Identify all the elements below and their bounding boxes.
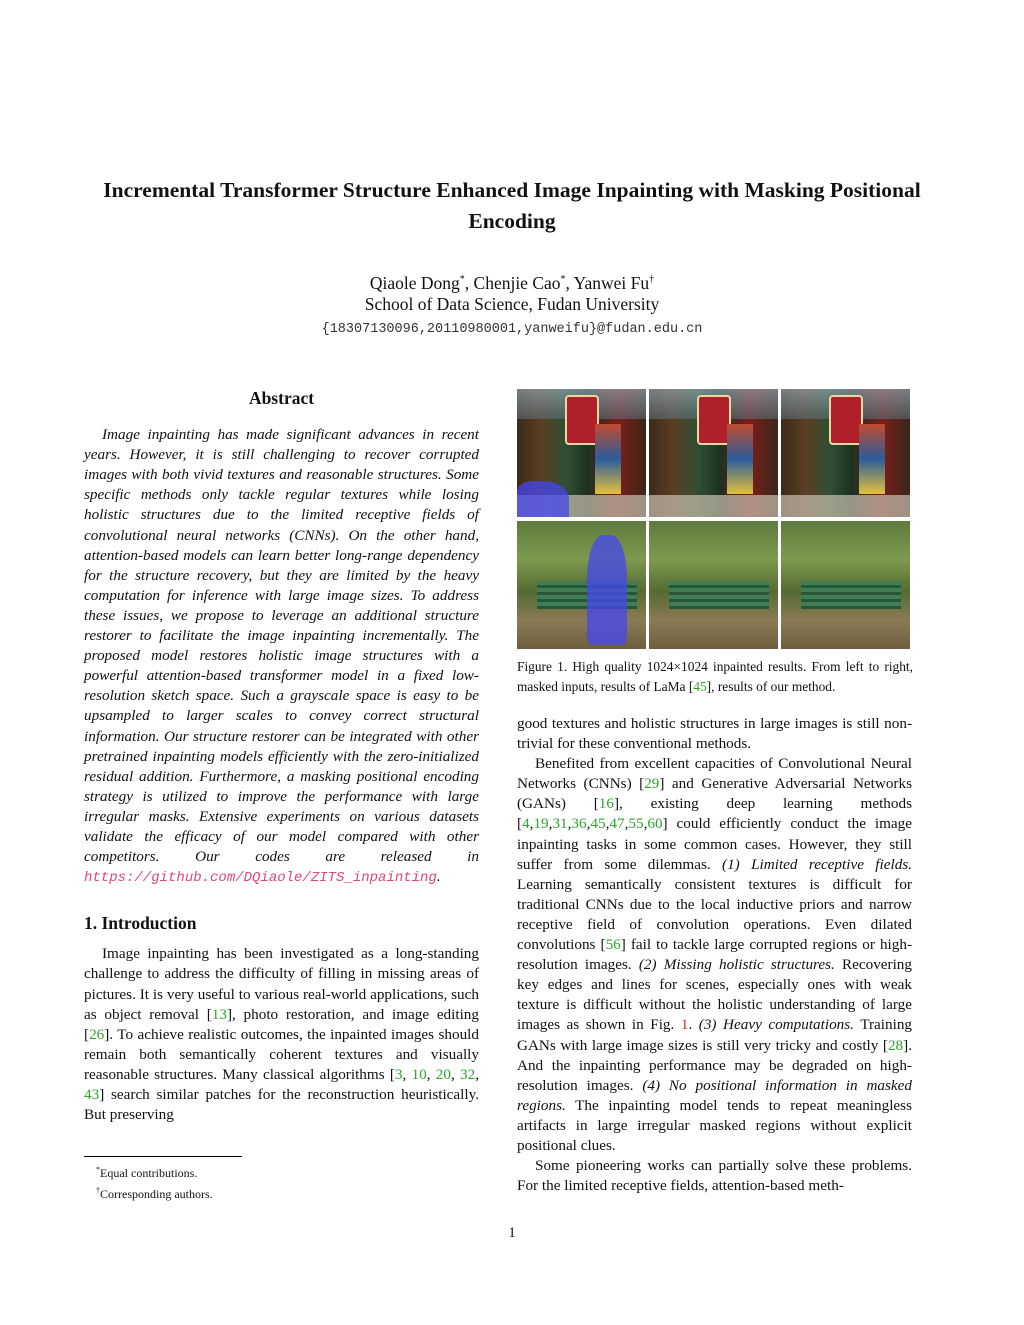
figure-1-image-grid	[517, 389, 911, 651]
citation-link[interactable]: 10	[411, 1065, 427, 1083]
code-link[interactable]: https://github.com/DQiaole/ZITS_inpainting	[84, 870, 437, 887]
footnote-rule	[84, 1156, 242, 1157]
lama-result-street	[649, 389, 778, 517]
intro-heading: 1. Introduction	[84, 913, 197, 934]
citation-link[interactable]: 47	[609, 815, 625, 833]
corresponding-mark: †	[649, 274, 655, 285]
affiliation: School of Data Science, Fudan University	[364, 294, 660, 314]
our-result-bench	[781, 521, 910, 649]
footnote-1: *Equal contributions.	[96, 1165, 198, 1180]
citation-link[interactable]: 28	[887, 1036, 904, 1054]
citation-link[interactable]: 26	[89, 1025, 105, 1043]
figure-1-caption: Figure 1. High quality 1024×1024 inpainted results. From left to right, masked inputs, results of LaMa [45], results of our method.	[517, 659, 913, 694]
citation-link[interactable]: 19	[533, 815, 549, 833]
paper-title: Incremental Transformer Structure Enhanced Image Inpainting with Masking Positional Encoding	[103, 178, 921, 233]
citation-link[interactable]: 4	[522, 815, 530, 833]
masked-input-bench	[517, 521, 646, 649]
intro-paragraph-1-continued: good textures and holistic structures in large images is still non-trivial for these conventional methods.	[517, 715, 912, 753]
citation-link[interactable]: 43	[84, 1086, 100, 1103]
masked-input-street	[517, 389, 646, 517]
citation-link[interactable]: 32	[460, 1065, 476, 1083]
citation-link[interactable]: 36	[571, 815, 587, 833]
page-number: 1	[508, 1225, 516, 1241]
author-1: Qiaole Dong	[369, 272, 460, 293]
citation-link[interactable]: 60	[647, 815, 663, 833]
lama-result-bench	[649, 521, 778, 649]
citation-link[interactable]: 20	[435, 1065, 451, 1083]
intro-paragraph-2: Benefited from excellent capacities of Convolutional Neural Networks (CNNs) [29] and Generative Adversarial Networks (GANs) [16], existing deep learning methods [4,19,31,36,45,47,55,60] could efficiently conduct the image inpainting tasks in some common cases. However, they still suffer from some dilemmas. (1) Limited receptive fields. Learning semantically consistent textures is difficult for traditional CNNs due to the local inductive priors and narrow receptive field of convolution operations. Even dilated convolutions [56] fail to tackle large corrupted regions or high-resolution images. (2) Missing holistic structures. Recovering key edges and lines for scenes, especially ones with weak texture is difficult without the holistic understanding of large images as shown in Fig. 1. (3) Heavy computations. Training GANs with large image sizes is still very tricky and costly [28]. And the inpainting performance may be degraded on high-resolution images. (4) No positional information in masked regions. The inpainting model tends to repeat meaningless artifacts in large irregular masked regions without explicit positional clues.	[517, 755, 913, 1154]
citation-link[interactable]: 16	[598, 795, 614, 813]
author-3: Yanwei Fu	[573, 272, 650, 293]
equal-mark: *	[459, 274, 465, 285]
author-emails: {18307130096,20110980001,yanweifu}@fudan.edu.cn	[321, 322, 703, 337]
our-result-street	[781, 389, 910, 517]
footnote-2: †Corresponding authors.	[96, 1186, 213, 1201]
citation-link[interactable]: 45	[693, 679, 707, 694]
intro-paragraph-3: Some pioneering works can partially solve these problems. For the limited receptive fields, attention-based meth-	[517, 1157, 912, 1195]
abstract-text: Image inpainting has made significant advances in recent years. However, it is still challenging to recover corrupted images with both vivid textures and reasonable structures. Some specific methods only tackle regular textures while losing holistic structures due to the limited receptive fields of convolutional neural networks (CNNs). On the other hand, attention-based models can learn better long-range dependency for the structure recovery, but they are limited by the heavy computation for inference with large image sizes. To address these issues, we propose to leverage an additional structure restorer to facilitate the image inpainting incrementally. The proposed model restores holistic image structures with a powerful attention-based transformer model in a fixed low-resolution sketch space. Such a grayscale space is easy to be upsampled to larger scales to convey correct structural information. Our structure restorer can be integrated with other pretrained inpainting models efficiently with the zero-initialized residual addition. Furthermore, a masking positional encoding strategy is utilized to improve the performance with large irregular masks. Extensive experiments on various datasets validate the efficacy of our model compared with other competitors. Our codes are released in https://github.com/DQiaole/ZITS_inpainting.	[84, 426, 479, 887]
citation-link[interactable]: 31	[552, 815, 568, 833]
abstract-heading: Abstract	[248, 388, 315, 408]
author-line: Qiaole Dong*, Chenjie Cao*, Yanwei Fu†	[369, 272, 655, 293]
author-2: Chenjie Cao	[473, 272, 561, 293]
footnotes	[84, 1161, 384, 1203]
figure-reference-link[interactable]: 1	[680, 1016, 689, 1034]
citation-link[interactable]: 13	[211, 1005, 227, 1023]
citation-link[interactable]: 56	[605, 936, 621, 954]
equal-mark: *	[560, 274, 566, 285]
citation-link[interactable]: 45	[590, 815, 606, 833]
citation-link[interactable]: 29	[644, 775, 660, 793]
left-column	[84, 388, 479, 1125]
citation-link[interactable]: 55	[628, 815, 644, 833]
citation-link[interactable]: 3	[394, 1065, 403, 1083]
intro-paragraph-1: Image inpainting has been investigated as a long-standing challenge to address the difficulty of filling in missing areas of pictures. It is very useful to various real-world applications, such as object removal [13], photo restoration, and image editing [26]. To achieve realistic outcomes, the inpainted images should remain both semantically coherent textures and visually reasonable structures. Many classical algorithms [3, 10, 20, 32, 43] search similar patches for the reconstruction heuristically. But preserving	[84, 945, 480, 1124]
right-column	[517, 714, 912, 1196]
